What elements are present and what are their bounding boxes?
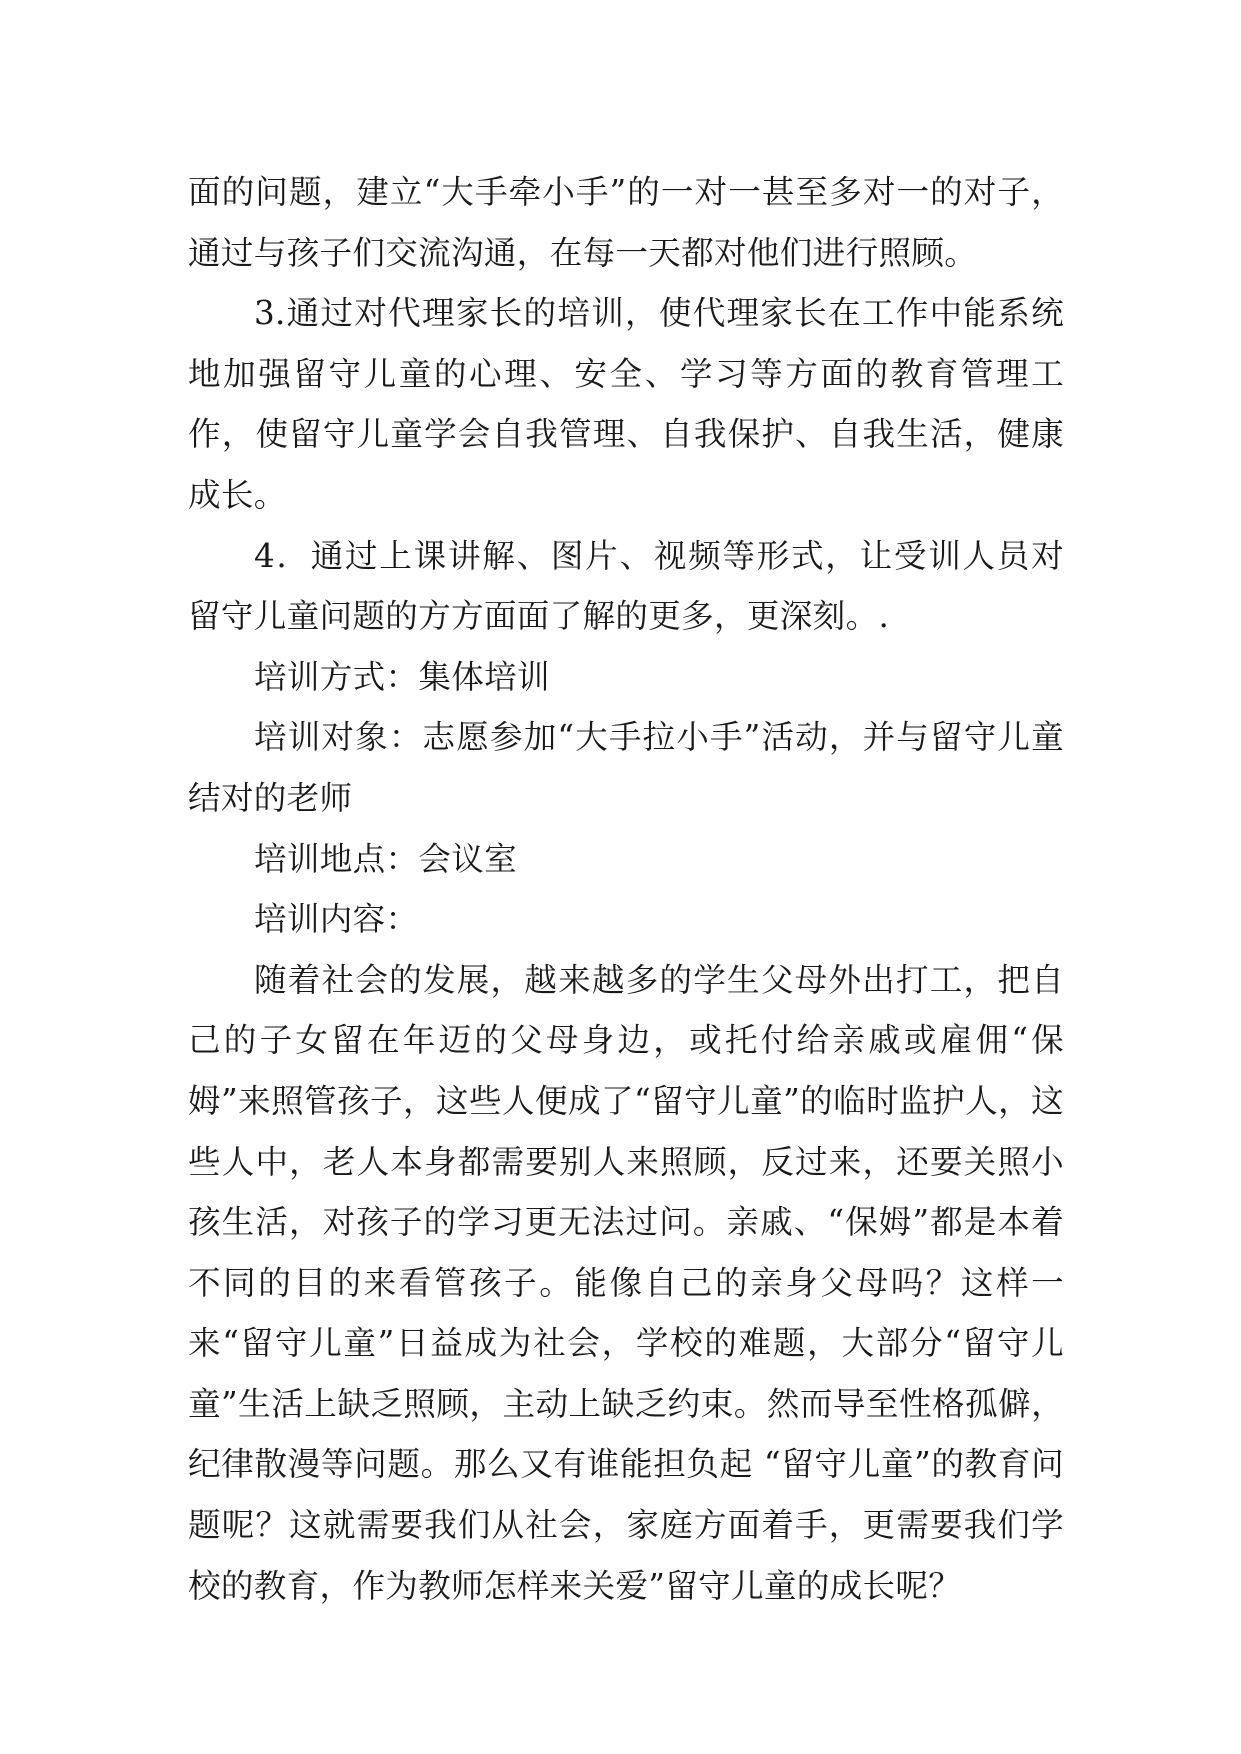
paragraph-item-3: 3.通过对代理家长的培训，使代理家长在工作中能系统地加强留守儿童的心理、安全、学习等方面的教育管理工作，使留守儿童学会自我管理、自我保护、自我生活，健康成长。 — [188, 294, 1064, 514]
paragraph-item-4: 4．通过上课讲解、图片、视频等形式，让受训人员对留守儿童问题的方方面面了解的更多，更深刻。. — [188, 536, 1064, 636]
training-content-body: 随着社会的发展，越来越多的学生父母外出打工，把自己的子女留在年迈的父母身边，或托付给亲戚或雇佣“保姆”来照管孩子，这些人便成了“留守儿童”的临时监护人，这些人中，老人本身都需要别人来照顾，反过来，还要关照小孩生活，对孩子的学习更无法过问。亲戚、“保姆”都是本着不同的目的来看管孩子。能像自己的亲身父母吗？这样一来“留守儿童”日益成为社会，学校的难题，大部分“留守儿童”生活上缺乏照顾，主动上缺乏约束。然而导至性格孤僻，纪律散漫等问题。那么又有谁能担负起 “留守儿童”的教育问题呢？这就需要我们从社会，家庭方面着手，更需要我们学校的教育，作为教师怎样来关爱”留守儿童的成长呢？ — [188, 960, 1064, 1605]
training-location: 培训地点：会议室 — [254, 839, 518, 878]
document-body — [188, 162, 1064, 1616]
training-content-heading: 培训内容： — [254, 900, 419, 939]
paragraph-continuation: 面的问题，建立“大手牵小手”的一对一甚至多对一的对子，通过与孩子们交流沟通，在每一天都对他们进行照顾。 — [188, 173, 1064, 272]
training-method: 培训方式：集体培训 — [254, 657, 550, 696]
training-target: 培训对象：志愿参加“大手拉小手”活动，并与留守儿童结对的老师 — [188, 718, 1064, 817]
